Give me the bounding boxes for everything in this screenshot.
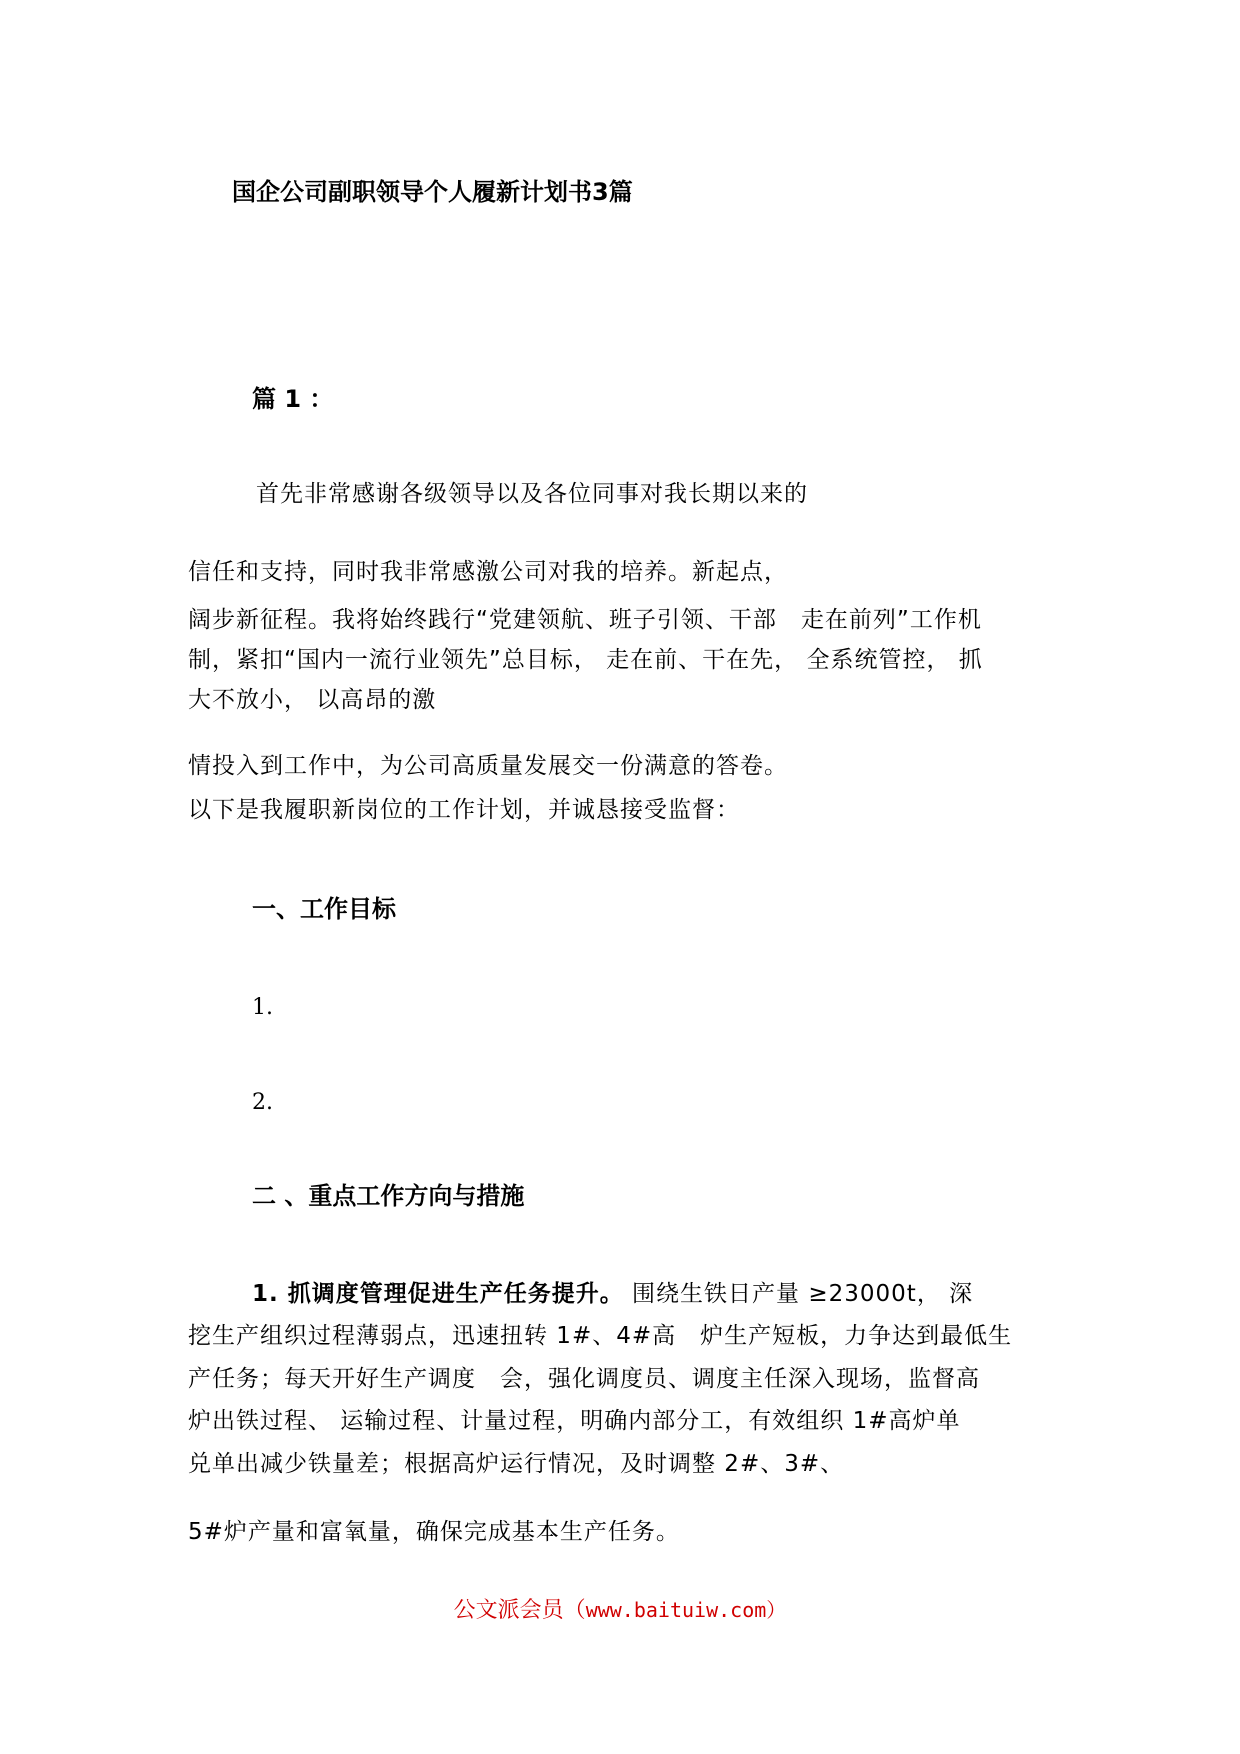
footer-brand: 公文派会员（: [453, 1598, 586, 1623]
intro-line-3: 阔步新征程。我将始终践行“党建领航、班子引领、干部 走在前列”工作机: [188, 607, 982, 633]
intro-line-6: 情投入到工作中，为公司高质量发展交一份满意的答卷。: [188, 753, 788, 779]
intro-line-5: 大不放小， 以高昂的激: [188, 687, 437, 713]
footer-watermark: [0, 1596, 1240, 1625]
para1-line-2: 挖生产组织过程薄弱点，迅速扭转 1#、4#高 炉生产短板，力争达到最低生: [188, 1323, 1013, 1349]
intro-line-7: 以下是我履职新岗位的工作计划，并诚恳接受监督：: [188, 797, 740, 823]
heading-key-measures: 二 、重点工作方向与措施: [252, 1182, 525, 1210]
para1-line-1-rest: 围绕生铁日产量 ≥23000t， 深: [623, 1281, 974, 1307]
intro-line-2: 信任和支持，同时我非常感激公司对我的培养。新起点，: [188, 559, 788, 585]
footer-url: www.baituiw.com）: [585, 1598, 787, 1622]
goal-item-1: 1.: [252, 995, 273, 1020]
para1-line-1: [252, 1280, 973, 1308]
para1-line-6: 5#炉产量和富氧量，确保完成基本生产任务。: [188, 1519, 680, 1545]
para1-lead: 1. 抓调度管理促进生产任务提升。: [252, 1281, 624, 1307]
heading-work-goals: 一、工作目标: [252, 895, 396, 923]
goal-item-2: 2.: [252, 1090, 273, 1115]
para1-line-4: 炉出铁过程、 运输过程、计量过程，明确内部分工，有效组织 1#高炉单: [188, 1408, 961, 1434]
para1-line-3: 产任务；每天开好生产调度 会，强化调度员、调度主任深入现场，监督高: [188, 1366, 980, 1392]
para1-line-5: 兑单出减少铁量差；根据高炉运行情况，及时调整 2#、3#、: [188, 1451, 845, 1477]
intro-line-1: 首先非常感谢各级领导以及各位同事对我长期以来的: [256, 481, 808, 507]
section-label: 篇 1 ：: [252, 385, 334, 413]
document-title: 国企公司副职领导个人履新计划书3篇: [232, 178, 633, 206]
intro-line-4: 制，紧扣“国内一流行业领先”总目标， 走在前、干在先， 全系统管控， 抓: [188, 647, 983, 673]
